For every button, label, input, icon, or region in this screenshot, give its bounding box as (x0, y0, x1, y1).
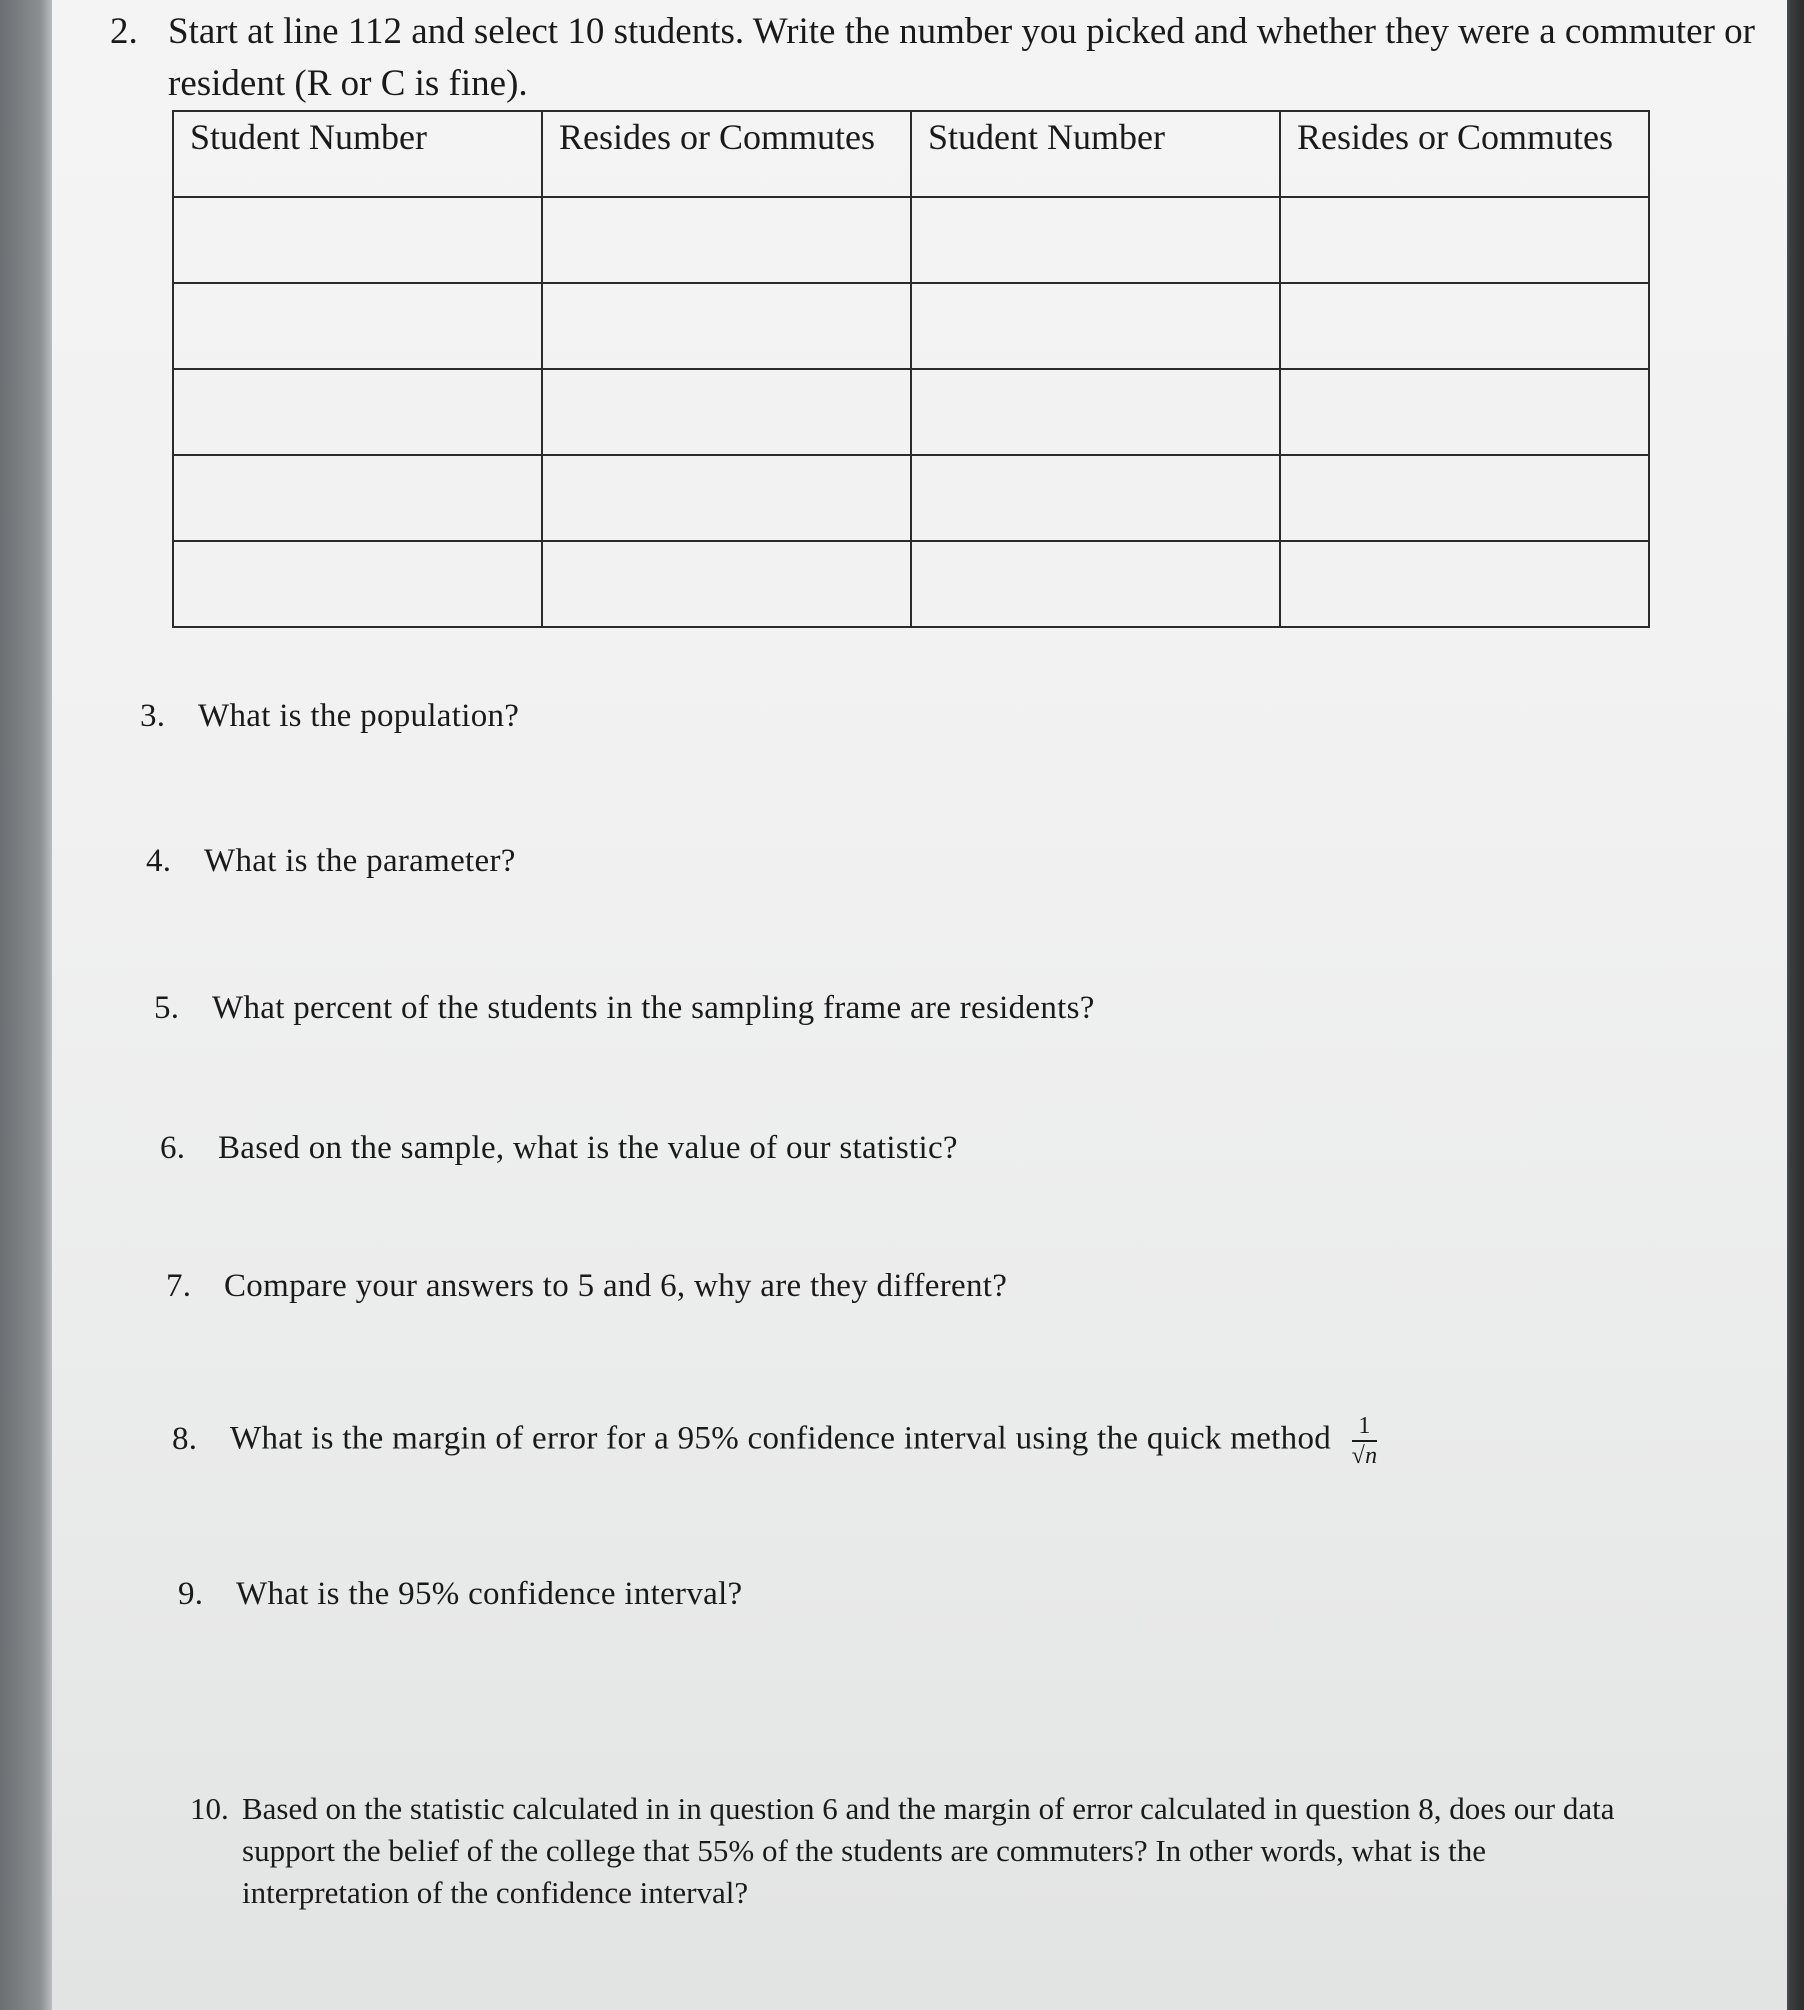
question-10-text: Based on the statistic calculated in in question 6 and the margin of error calculated in question 8, does our data support the belief of the college that 55% of the students are commuters? In other words, what is the interpretation of the confidence interval? (242, 1791, 1615, 1910)
table-row (173, 455, 1649, 541)
question-2-text: Start at line 112 and select 10 students. Write the number you picked and whether they were a commuter or resident (R or C is fine). (168, 11, 1755, 104)
question-9 (178, 1576, 743, 1613)
formula-denominator: √n (1351, 1443, 1378, 1469)
question-6-number: 6. (160, 1130, 186, 1166)
question-7-number: 7. (166, 1268, 192, 1304)
question-9-number: 9. (178, 1576, 204, 1612)
question-8-number: 8. (172, 1420, 198, 1457)
header-student-number-2: Student Number (911, 111, 1280, 197)
table-cell[interactable] (911, 541, 1280, 627)
question-6-text: Based on the sample, what is the value of our statistic? (218, 1130, 958, 1166)
table-cell[interactable] (542, 197, 911, 283)
formula-numerator: 1 (1352, 1412, 1378, 1442)
question-9-text: What is the 95% confidence interval? (236, 1576, 743, 1612)
table-cell[interactable] (173, 541, 542, 627)
table-cell[interactable] (1280, 197, 1649, 283)
question-4-text: What is the parameter? (204, 843, 516, 879)
table-cell[interactable] (542, 455, 911, 541)
question-10-number: 10. (190, 1791, 229, 1826)
question-8 (172, 1412, 1377, 1470)
table-cell[interactable] (542, 369, 911, 455)
table-cell[interactable] (1280, 369, 1649, 455)
question-3 (140, 698, 519, 735)
question-2-number: 2. (110, 11, 138, 52)
table-cell[interactable] (911, 283, 1280, 369)
question-5-text: What percent of the students in the sampling frame are residents? (212, 990, 1095, 1026)
question-7 (166, 1268, 1007, 1305)
table-cell[interactable] (911, 369, 1280, 455)
table-cell[interactable] (173, 283, 542, 369)
student-sample-table (172, 110, 1650, 628)
table-cell[interactable] (173, 197, 542, 283)
table-cell[interactable] (173, 369, 542, 455)
question-3-text: What is the population? (198, 698, 520, 734)
question-4 (146, 843, 516, 880)
table-cell[interactable] (1280, 455, 1649, 541)
table-header-row (173, 111, 1649, 197)
table-row (173, 197, 1649, 283)
header-resides-or-commutes-1: Resides or Commutes (542, 111, 911, 197)
quick-method-formula (1352, 1412, 1378, 1470)
table-cell[interactable] (542, 283, 911, 369)
table-cell[interactable] (173, 455, 542, 541)
question-5 (154, 990, 1095, 1027)
header-student-number-1: Student Number (173, 111, 542, 197)
question-6 (160, 1130, 958, 1167)
header-resides-or-commutes-2: Resides or Commutes (1280, 111, 1649, 197)
question-8-text: What is the margin of error for a 95% confidence interval using the quick method (230, 1420, 1332, 1457)
table-cell[interactable] (911, 197, 1280, 283)
question-7-text: Compare your answers to 5 and 6, why are they different? (224, 1268, 1008, 1304)
table-cell[interactable] (542, 541, 911, 627)
question-4-number: 4. (146, 843, 172, 879)
table-cell[interactable] (1280, 541, 1649, 627)
question-5-number: 5. (154, 990, 180, 1026)
table-row (173, 369, 1649, 455)
question-3-number: 3. (140, 698, 166, 734)
table-cell[interactable] (911, 455, 1280, 541)
table-row (173, 541, 1649, 627)
table-cell[interactable] (1280, 283, 1649, 369)
table-row (173, 283, 1649, 369)
